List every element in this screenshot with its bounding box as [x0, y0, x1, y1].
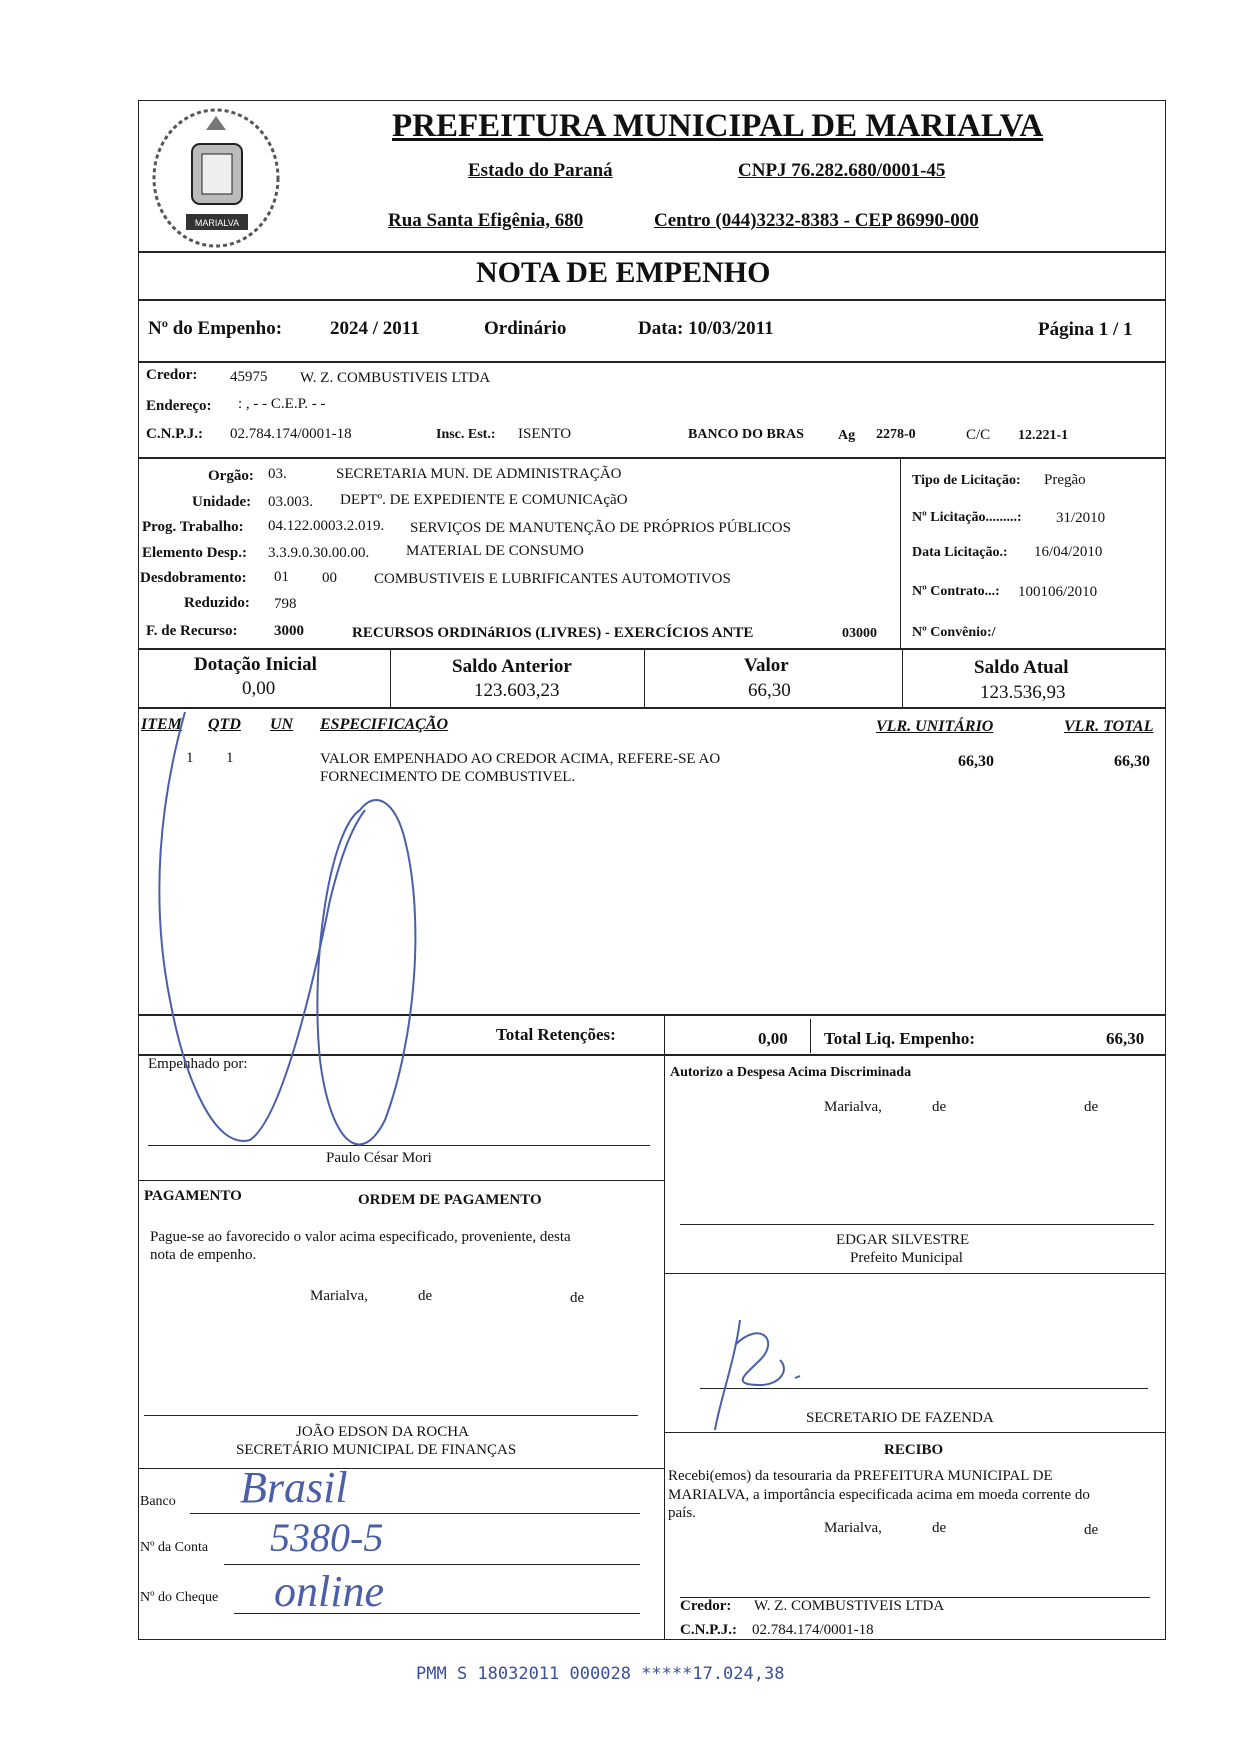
endereco-label: Endereço:: [146, 398, 212, 414]
empenho-date: Data: 10/03/2011: [638, 318, 774, 339]
pagamento-label: PAGAMENTO: [144, 1188, 242, 1204]
desd-desc: COMBUSTIVEIS E LUBRIFICANTES AUTOMOTIVOS: [374, 571, 731, 587]
autorizo-sign-line: [680, 1224, 1154, 1225]
col-vlr-total: VLR. TOTAL: [1064, 718, 1154, 735]
tipo-licitacao: Pregão: [1044, 472, 1086, 488]
num-licitacao: 31/2010: [1056, 510, 1106, 526]
insc-value: ISENTO: [518, 426, 572, 442]
item-espec-line2: FORNECIMENTO DE COMBUSTIVEL.: [320, 769, 576, 785]
saldo-anterior: 123.603,23: [474, 680, 560, 701]
prog-code: 04.122.0003.2.019.: [268, 518, 385, 534]
retencoes-value: 0,00: [758, 1029, 788, 1048]
prog-label: Prog. Trabalho:: [142, 519, 244, 535]
prog-desc: SERVIÇOS DE MANUTENÇÃO DE PRÓPRIOS PÚBLICOS: [410, 520, 791, 536]
cheque-handwritten: online: [274, 1567, 384, 1616]
fazenda-sign-line: [700, 1388, 1148, 1389]
empenho-page: Página 1 / 1: [1038, 319, 1133, 340]
data-licitacao: 16/04/2010: [1034, 544, 1103, 560]
banco-label: Banco: [140, 1494, 176, 1509]
pagamento-de2: de: [570, 1290, 585, 1306]
desd-label: Desdobramento:: [140, 570, 247, 586]
coat-of-arms-icon: [146, 102, 288, 262]
item-vlr-total: 66,30: [1114, 753, 1150, 770]
insc-label: Insc. Est.:: [436, 427, 496, 442]
totals-divider: [664, 1015, 665, 1055]
fazenda-bottom: [664, 1432, 1166, 1433]
ag-label: Ag: [838, 428, 856, 443]
pagamento-sign-line: [144, 1415, 638, 1416]
fonte-desc: RECURSOS ORDINáRIOS (LIVRES) - EXERCÍCIOS ANTE: [352, 625, 754, 641]
cc-label: C/C: [966, 427, 991, 443]
pagamento-de1: de: [418, 1288, 433, 1304]
pagamento-text1: Pague-se ao favorecido o valor acima especificado, proveniente, desta: [150, 1229, 571, 1245]
cheque-label: Nº do Cheque: [140, 1590, 219, 1605]
valor-value: 66,30: [748, 680, 791, 701]
empenho-label: Nº do Empenho:: [148, 318, 283, 339]
elem-code: 3.3.9.0.30.00.00.: [268, 545, 370, 561]
empenho-number: 2024 / 2011: [330, 318, 420, 339]
desd-code2: 00: [322, 570, 337, 586]
dotacao-inicial-label: Dotação Inicial: [194, 654, 317, 675]
elem-desc: MATERIAL DE CONSUMO: [406, 543, 584, 559]
fonte-extra: 03000: [842, 626, 877, 641]
recibo-text2: MARIALVA, a importância especificada acima em moeda corrente do: [668, 1487, 1090, 1503]
credor-cnpj-label: C.N.P.J.:: [146, 426, 203, 442]
autorizo-signer: EDGAR SILVESTRE: [836, 1232, 970, 1248]
fonte-label: F. de Recurso:: [146, 623, 238, 639]
reduzido-label: Reduzido:: [184, 595, 250, 611]
ag-value: 2278-0: [876, 427, 916, 442]
liq-value: 66,30: [1106, 1029, 1145, 1048]
item-number: 1: [186, 750, 194, 766]
recibo-text1: Recebi(emos) da tesouraria da PREFEITURA MUNICIPAL DE: [668, 1468, 1053, 1484]
conta-handwritten: 5380-5: [270, 1515, 384, 1560]
header-address: Rua Santa Efigênia, 680: [388, 210, 584, 231]
empenhado-name: Paulo César Mori: [326, 1150, 432, 1166]
retencoes-label: Total Retenções:: [496, 1025, 616, 1044]
bank-name: BANCO DO BRAS: [688, 427, 804, 442]
item-espec-line1: VALOR EMPENHADO AO CREDOR ACIMA, REFERE-SE AO: [320, 751, 721, 767]
convenio-label: Nº Convênio:/: [912, 625, 996, 640]
recibo-cnpj: 02.784.174/0001-18: [752, 1622, 874, 1638]
empenhado-label: Empenhado por:: [148, 1056, 248, 1072]
contrato-label: Nº Contrato...:: [912, 584, 1000, 599]
unidade-code: 03.003.: [268, 494, 313, 510]
liq-label: Total Liq. Empenho:: [824, 1029, 975, 1048]
pagamento-text2: nota de empenho.: [150, 1247, 257, 1263]
orgao-code: 03.: [268, 466, 287, 482]
col-item: ITEM: [141, 716, 182, 733]
lower-divider: [664, 1055, 665, 1640]
col-qtd: QTD: [208, 716, 241, 733]
reduzido-code: 798: [274, 596, 297, 612]
conta-line: [224, 1564, 640, 1565]
recibo-credor: W. Z. COMBUSTIVEIS LTDA: [754, 1598, 945, 1614]
saldo-atual: 123.536,93: [980, 682, 1066, 703]
totals-box: [138, 1015, 1166, 1055]
saldo-anterior-label: Saldo Anterior: [452, 656, 572, 677]
recibo-title: RECIBO: [884, 1442, 944, 1458]
saldo-divider-2: [644, 649, 645, 708]
elem-label: Elemento Desp.:: [142, 545, 247, 561]
col-un: UN: [270, 716, 294, 733]
valor-label: Valor: [744, 655, 789, 676]
pagamento-signer: JOÃO EDSON DA ROCHA: [296, 1424, 469, 1440]
header-title: PREFEITURA MUNICIPAL DE MARIALVA: [392, 108, 1044, 144]
empenho-type: Ordinário: [484, 318, 567, 339]
empenhado-sign-line: [148, 1145, 650, 1146]
saldo-atual-label: Saldo Atual: [974, 657, 1069, 678]
col-espec: ESPECIFICAÇÃO: [320, 716, 449, 733]
data-licitacao-label: Data Licitação.:: [912, 545, 1008, 560]
tipo-licitacao-label: Tipo de Licitação:: [912, 473, 1021, 488]
saldo-divider-3: [902, 649, 903, 708]
header-district: Centro (044)3232-8383 - CEP 86990-000: [654, 210, 979, 231]
autorizo-bottom: [664, 1273, 1166, 1274]
header-cnpj: CNPJ 76.282.680/0001-45: [738, 160, 946, 181]
banco-handwritten: Brasil: [240, 1463, 348, 1512]
credor-code: 45975: [230, 369, 268, 385]
saldo-divider-1: [390, 649, 391, 708]
pagamento-city: Marialva,: [310, 1288, 368, 1304]
credor-name: W. Z. COMBUSTIVEIS LTDA: [300, 370, 491, 386]
col-vlr-unit: VLR. UNITÁRIO: [876, 718, 994, 735]
unidade-desc: DEPTº. DE EXPEDIENTE E COMUNICAçãO: [340, 492, 628, 508]
ordem-label: ORDEM DE PAGAMENTO: [358, 1192, 542, 1208]
recibo-text3: país.: [668, 1505, 696, 1521]
fazenda-role: SECRETARIO DE FAZENDA: [806, 1410, 994, 1426]
recibo-de2: de: [1084, 1522, 1099, 1538]
fonte-code: 3000: [274, 623, 304, 639]
header-state: Estado do Paraná: [468, 160, 613, 181]
empenhado-bottom: [138, 1180, 664, 1181]
dotacao-inicial: 0,00: [242, 678, 276, 699]
unidade-label: Unidade:: [192, 494, 252, 510]
pagamento-bottom: [138, 1468, 664, 1469]
cc-value: 12.221-1: [1018, 428, 1069, 443]
endereco-value: : , - - C.E.P. - -: [238, 396, 326, 412]
autorizo-de1: de: [932, 1099, 947, 1115]
autorizo-de2: de: [1084, 1099, 1099, 1115]
desd-code1: 01: [274, 569, 289, 585]
licitacao-divider: [900, 458, 901, 649]
contrato-value: 100106/2010: [1018, 584, 1098, 600]
item-qtd: 1: [226, 750, 234, 766]
footer-stamp: PMM S 18032011 000028 *****17.024,38: [416, 1664, 785, 1684]
recibo-city: Marialva,: [824, 1520, 882, 1536]
num-licitacao-label: Nº Licitação.........:: [912, 510, 1022, 525]
doc-title: NOTA DE EMPENHO: [476, 256, 771, 289]
credor-cnpj: 02.784.174/0001-18: [230, 426, 352, 442]
autorizo-city: Marialva,: [824, 1099, 882, 1115]
pagamento-role: SECRETÁRIO MUNICIPAL DE FINANÇAS: [236, 1442, 517, 1458]
autorizo-label: Autorizo a Despesa Acima Discriminada: [670, 1065, 912, 1080]
conta-label: Nº da Conta: [140, 1540, 209, 1555]
item-vlr-unit: 66,30: [958, 753, 994, 770]
svg-text:MARIALVA: MARIALVA: [194, 218, 240, 228]
orgao-label: Orgão:: [208, 468, 254, 484]
credor-label: Credor:: [146, 367, 198, 383]
recibo-de1: de: [932, 1520, 947, 1536]
recibo-cnpj-label: C.N.P.J.:: [680, 1622, 737, 1638]
banco-line: [190, 1513, 640, 1514]
totals-divider-2: [810, 1019, 811, 1053]
recibo-credor-label: Credor:: [680, 1598, 732, 1614]
orgao-desc: SECRETARIA MUN. DE ADMINISTRAÇÃO: [336, 466, 622, 482]
autorizo-role: Prefeito Municipal: [850, 1250, 963, 1266]
